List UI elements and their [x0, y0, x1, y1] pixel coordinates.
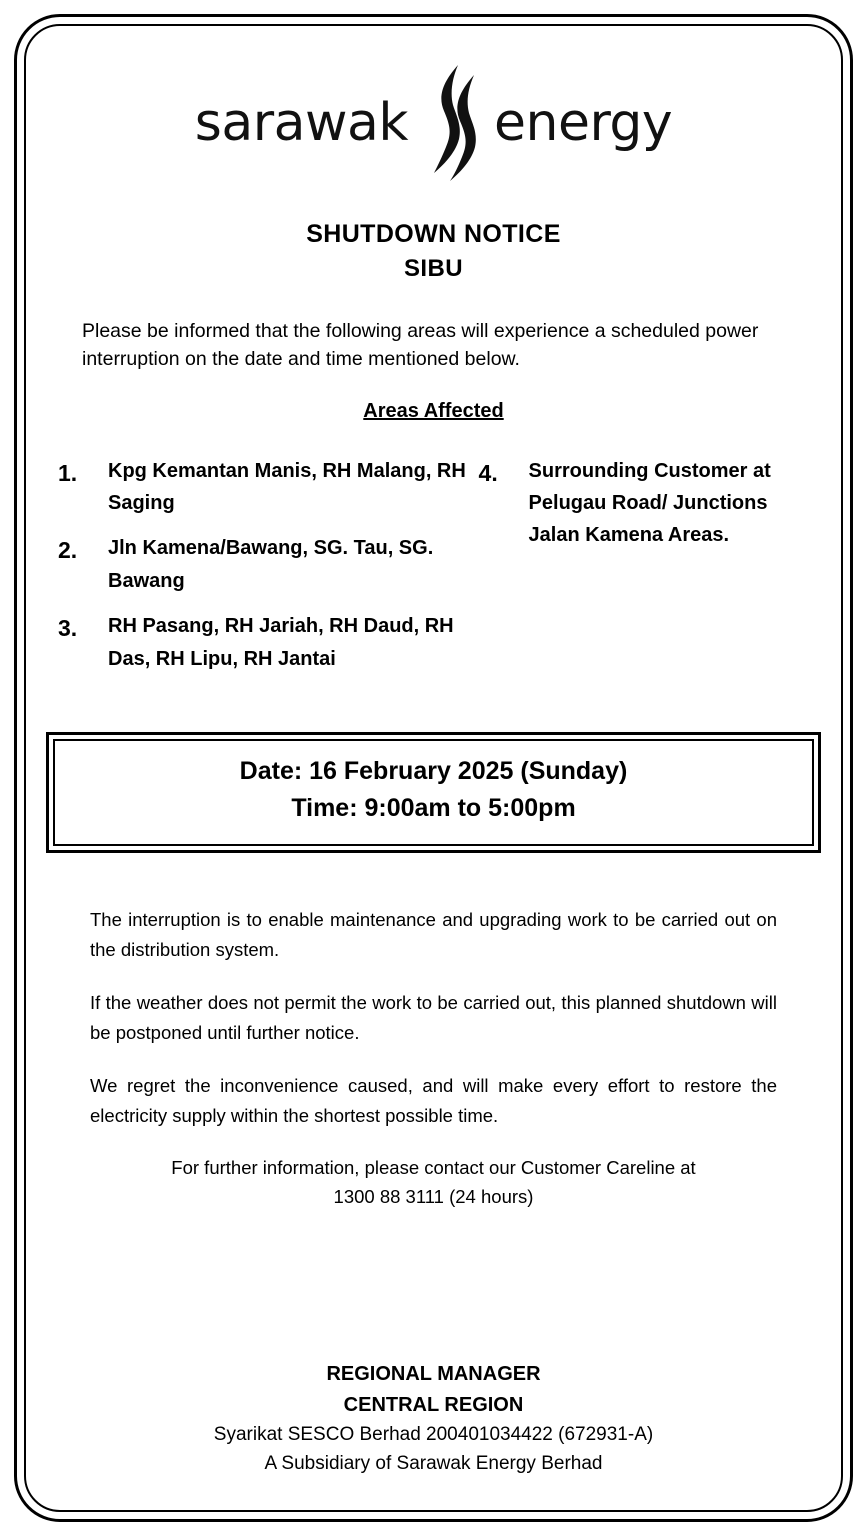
schedule-date: Date: 16 February 2025 (Sunday): [239, 756, 628, 785]
body-paragraph-2: If the weather does not permit the work to be carried out, this planned shutdown will be postponed until further notice.: [90, 992, 777, 1043]
location-title: SIBU: [404, 255, 463, 283]
body-paragraph-1: The interruption is to enable maintenance and upgrading work to be carried out on the distribution system.: [90, 908, 777, 960]
list-item: [58, 610, 479, 675]
logo-text-left: sarawak: [194, 93, 409, 153]
list-item-number: 2.: [58, 537, 78, 564]
schedule-time: Time: 9:00am to 5:00pm: [291, 794, 576, 823]
list-item-number: 3.: [58, 615, 78, 642]
page-title: SHUTDOWN NOTICE: [306, 220, 561, 248]
schedule-box: [46, 732, 821, 853]
footer-role: REGIONAL MANAGER: [326, 1363, 541, 1385]
company-logo: [44, 48, 823, 198]
contact-line-1: For further information, please contact our Customer Careline at: [171, 1157, 696, 1179]
list-item-label: Surrounding Customer at Pelugau Road/ Junctions Jalan Kamena Areas.: [528, 459, 771, 547]
list-item-label: Kpg Kemantan Manis, RH Malang, RH Saging: [108, 459, 466, 514]
list-item: [58, 455, 479, 520]
areas-affected-heading: Areas Affected: [363, 399, 504, 422]
list-item-label: RH Pasang, RH Jariah, RH Daud, RH Das, RH Lipu, RH Jantai: [108, 615, 454, 670]
notice-title-block: [44, 216, 823, 287]
notice-footer: [44, 1359, 823, 1478]
list-item: [479, 455, 809, 552]
contact-info: [90, 1154, 777, 1211]
areas-column-left: [58, 455, 479, 688]
flame-mark-icon: [412, 63, 490, 183]
footer-subsidiary: A Subsidiary of Sarawak Energy Berhad: [264, 1452, 603, 1474]
list-item-number: 4.: [478, 459, 498, 486]
notice-body: [90, 905, 777, 1212]
areas-column-right: [479, 455, 809, 688]
notice-content: [44, 36, 823, 1500]
list-item-number: 1.: [58, 459, 78, 486]
schedule-box-inner: [53, 739, 814, 846]
footer-region: CENTRAL REGION: [343, 1394, 524, 1416]
contact-line-2: 1300 88 3111 (24 hours): [333, 1186, 534, 1208]
list-item-label: Jln Kamena/Bawang, SG. Tau, SG. Bawang: [108, 537, 434, 592]
logo-text-right: energy: [494, 93, 673, 153]
footer-company-registration: Syarikat SESCO Berhad 200401034422 (672931-A): [213, 1424, 654, 1445]
intro-paragraph: Please be informed that the following areas will experience a scheduled power interruption on the date and time mentioned below.: [82, 320, 759, 371]
list-item: [58, 532, 479, 597]
body-paragraph-3: We regret the inconvenience caused, and will make every effort to restore the electricity supply within the shortest possible time.: [90, 1075, 777, 1126]
areas-affected-list: [44, 455, 823, 688]
